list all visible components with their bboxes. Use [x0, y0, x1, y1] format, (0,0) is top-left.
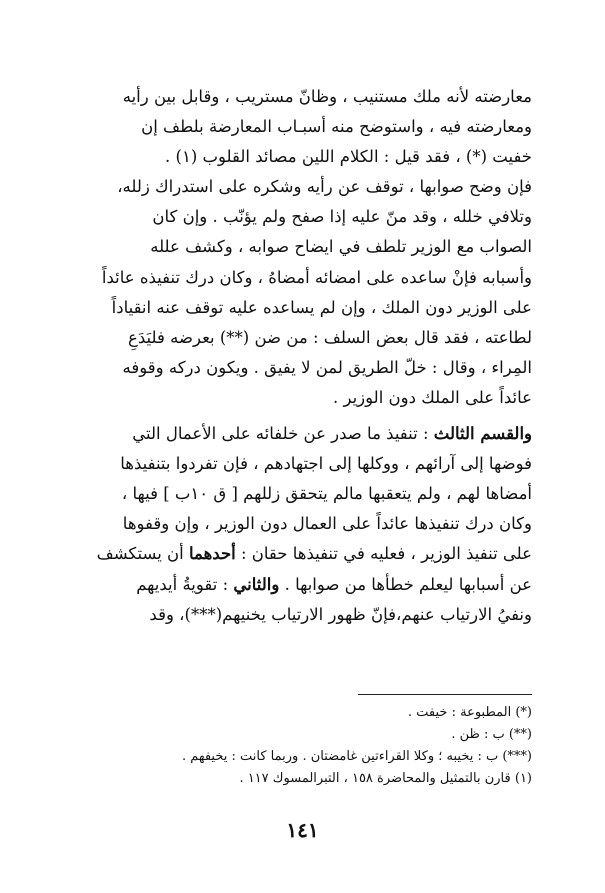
text-line: عائداً على الملك دون الوزير .	[333, 387, 532, 407]
text-line: خفيت (*) ، فقد قيل : الكلام اللين مصائد القلوب (١) .	[165, 147, 532, 167]
footnote: (***) ب : يخيبه ؛ وكلا القراءتين غامضتان . وربما كانت : يخيفهم .	[181, 749, 532, 764]
footnote: (**) ب : ظن .	[451, 727, 532, 742]
line-text: أن يستكشف	[96, 544, 190, 564]
text-line: ونفيُ الارتياب عنهم،فإنّ ظهور الارتياب يخنيهم(***)، وقد	[149, 604, 532, 624]
text-line: لطاعته ، فقد قال بعض السلف : من ضن (**) بعرضه فليَدَعِ	[128, 327, 532, 347]
main-text	[62, 82, 532, 630]
text-line: معارضته لأنه ملك مستنيب ، وظانّ مستريب ، وقابل بين رأيه	[122, 87, 532, 106]
section-heading: والقسم الثالث	[433, 424, 532, 444]
term-first: أحدهما	[189, 544, 236, 564]
text-line	[62, 570, 532, 600]
section-first-line-text: : تنفيذ ما صدر عن خلفائه على الأعمال التي	[132, 424, 434, 444]
page-number: ١٤١	[286, 818, 319, 842]
text-line: المِراء ، وقال : خلّ الطريق لمن لا يفيق . ويكون دركه وقوفه	[122, 357, 532, 377]
text-line: فوضها إلى آرائهم ، ووكلها إلى اجتهادهم ، فإن تفردوا بتنفيذها	[120, 454, 532, 474]
text-line: على الوزير دون الملك ، وإن لم يساعده عليه توقف عنه انقياداً	[111, 297, 532, 317]
line-text: على تنفيذ الوزير ، فعليه في تنفيذها حقان :	[235, 544, 532, 564]
footnotes	[62, 702, 532, 790]
text-line	[62, 539, 532, 569]
footnote: (*) المطبوعة : خيفت .	[407, 705, 532, 720]
text-line: وأسبابه فإنْ ساعده على امضائه أمضاهُ ، وكان درك تنفيذه عائداً	[101, 267, 532, 287]
section-first-line	[62, 419, 532, 449]
footnote-divider	[358, 694, 532, 695]
term-second: والثاني	[233, 574, 280, 594]
text-line: الصواب مع الوزير تلطف في ايضاح صوابه ، وكشف علله	[150, 237, 532, 257]
text-line: وتلافي خلله ، وقد منّ عليه إذا صفح ولم يؤنّب . وإن كان	[152, 207, 532, 227]
text-line: أمضاها لهم ، ولم يتعقبها مالم يتحقق زللهم [ ق ١٠ب ] فيها ،	[121, 484, 532, 504]
line-text: عن أسبابها ليعلم خطأها من صوابها .	[279, 574, 532, 594]
line-text: : تقويةُ أيديهم	[136, 574, 234, 594]
text-line: وكان درك تنفيذها عائداً على العمال دون الوزير ، وإن وقفوها	[122, 514, 532, 534]
text-line: ومعارضته فيه ، واستوضح منه أسبـاب المعارضة بلطف إن	[141, 117, 532, 137]
text-line: فإن وضح صوابها ، توقف عن رأيه وشكره على استدراك زلله،	[117, 177, 532, 197]
footnote: (١) قارن بالتمثيل والمحاضرة ١٥٨ ، التبرالمسوك ١١٧ .	[239, 771, 532, 786]
